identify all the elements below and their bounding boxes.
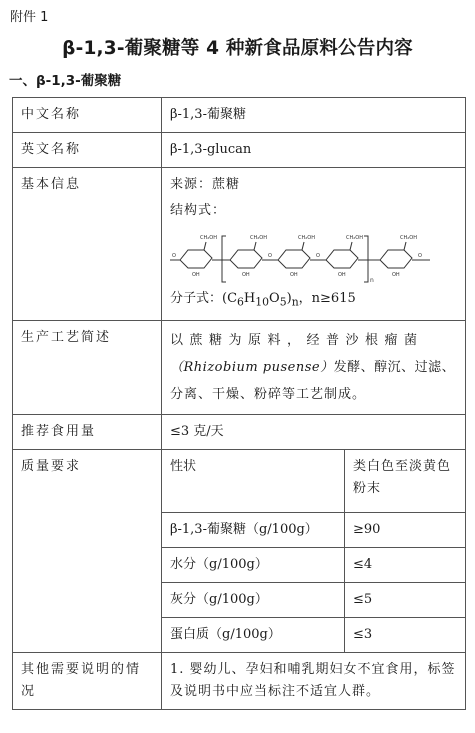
quality-item-name: 性状 [162,449,345,512]
table-row [13,168,466,321]
oh-label: OH [392,272,400,278]
oh-label: OH [338,272,346,278]
o-label: O [172,253,176,259]
row-label-basic-info: 基本信息 [13,168,162,321]
row-label-process: 生产工艺简述 [13,320,162,414]
source-text: 来源：蔗糖 [170,177,241,192]
ch2oh-label: CH₂OH [250,235,267,241]
table-row [13,414,466,449]
process-line-2: （Rhizobium pusense）发酵、醇沉、过滤、 [170,359,456,375]
row-label-intake: 推荐食用量 [13,414,162,449]
quality-item-name: 灰分（g/100g） [162,582,345,617]
o-label: O [418,253,422,259]
oh-label: OH [192,272,200,278]
row-value-intake: ≤3 克/天 [162,414,466,449]
process-line-3: 分离、干燥、粉碎等工艺制成。 [170,386,367,402]
quality-item-value: ≤3 [345,617,466,652]
oh-label: OH [290,272,298,278]
quality-item-name: 蛋白质（g/100g） [162,617,345,652]
ch2oh-label: CH₂OH [200,235,217,241]
table-row [13,652,466,709]
structural-formula [168,224,438,286]
quality-item-value: ≥90 [345,512,466,547]
molecular-formula: 分子式：$(C_6H_{10}O_5)_n$，n≥615 [170,291,356,309]
document-title: β-1,3-葡聚糖等 4 种新食品原料公告内容 [62,38,413,59]
quality-item-name: 水分（g/100g） [162,547,345,582]
quality-item-value: 类白色至淡黄色粉末 [345,449,466,512]
ch2oh-label: CH₂OH [400,235,417,241]
bacteria-latin-name: （Rhizobium pusense） [170,359,334,375]
quality-item-value: ≤4 [345,547,466,582]
row-value-basic-info [162,168,466,321]
repeat-n-label: n [370,277,374,284]
row-value-process [162,320,466,414]
oh-label: OH [242,272,250,278]
quality-item-name: β-1,3-葡聚糖（g/100g） [162,512,345,547]
table-row [13,449,466,512]
row-label-other: 其他需要说明的情况 [13,652,162,709]
table-row [13,98,466,133]
structure-label: 结构式： [170,203,227,218]
row-value-cn-name: β-1,3-葡聚糖 [162,98,466,133]
o-label: O [268,253,272,259]
announcement-table [12,97,466,710]
table-row [13,320,466,414]
row-label-en-name: 英文名称 [13,133,162,168]
row-value-other: 1. 婴幼儿、孕妇和哺乳期妇女不宜食用，标签及说明书中应当标注不适宜人群。 [162,652,466,709]
quality-item-value: ≤5 [345,582,466,617]
row-value-en-name: β-1,3-glucan [162,133,466,168]
ch2oh-label: CH₂OH [346,235,363,241]
ch2oh-label: CH₂OH [298,235,315,241]
o-label: O [316,253,320,259]
row-label-quality: 质量要求 [13,449,162,652]
section-heading: 一、β-1,3-葡聚糖 [9,73,122,89]
annex-label: 附件 1 [10,10,49,25]
table-row [13,133,466,168]
process-line-1: 以蔗糖为原料，经普沙根瘤菌 [170,332,424,348]
row-label-cn-name: 中文名称 [13,98,162,133]
